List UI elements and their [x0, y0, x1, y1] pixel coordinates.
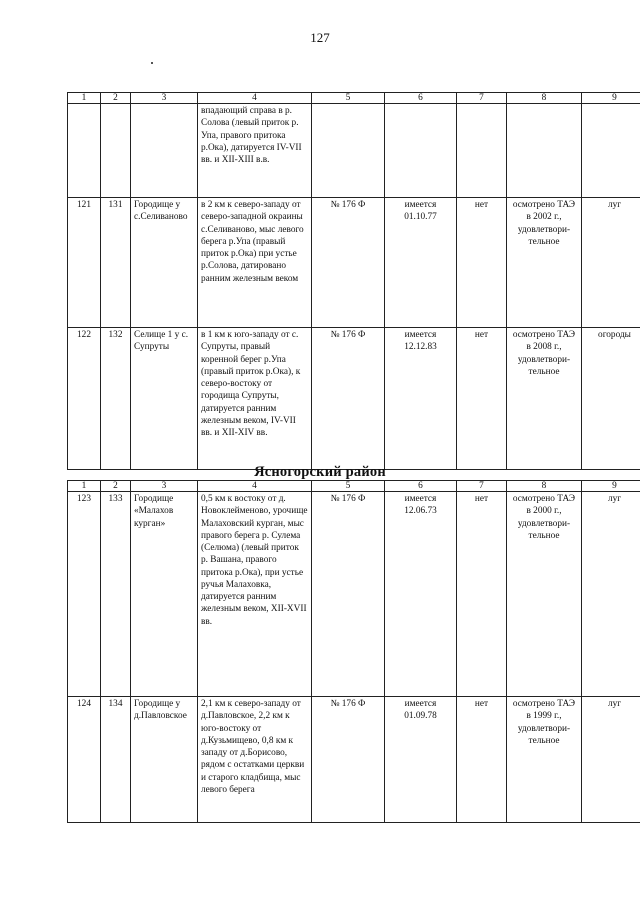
land-use: огороды	[582, 328, 640, 470]
column-number: 6	[385, 93, 457, 104]
table-row	[68, 328, 640, 470]
page-number: 127	[310, 30, 330, 45]
monument-name: Селище 1 у с. Супруты	[131, 328, 198, 470]
column-number: 5	[312, 481, 385, 492]
protection-status: нет	[457, 328, 507, 470]
column-number: 4	[198, 481, 312, 492]
inspection-note: осмотрено ТАЭ в 2000 г., удовлетвори-тельное	[507, 492, 582, 697]
passport-date: имеется 01.10.77	[385, 198, 457, 328]
column-number: 2	[101, 93, 131, 104]
monuments-table	[67, 92, 640, 470]
monument-location: в 1 км к юго-западу от с. Супруты, правый коренной берег р.Упа (правый приток р.Ока), к северо-востоку от городища Супруты, датируется ранним железным веком, IV-VII вв. и XII-XIV вв.	[198, 328, 312, 470]
monument-name	[131, 104, 198, 198]
monument-name: Городище у д.Павловское	[131, 697, 198, 823]
land-use: луг	[582, 198, 640, 328]
column-number: 1	[68, 481, 101, 492]
column-number: 8	[507, 93, 582, 104]
protection-status	[457, 104, 507, 198]
scan-speck	[151, 62, 153, 64]
column-number: 3	[131, 93, 198, 104]
column-number: 7	[457, 481, 507, 492]
column-number-row	[68, 93, 640, 104]
monument-location: 0,5 км к востоку от д. Новоклейменово, урочище Малаховский курган, мыс правого берега р. Сулема (Селюма) (левый приток р. Вашана, правого притока р.Ока), при устье ручья Малаховка, датируется ранним железным веком, XII-XVII вв.	[198, 492, 312, 697]
table-row	[68, 198, 640, 328]
passport-date: имеется 01.09.78	[385, 697, 457, 823]
inspection-note: осмотрено ТАЭ в 2008 г., удовлетвори-тельное	[507, 328, 582, 470]
monument-name: Городище «Малахов курган»	[131, 492, 198, 697]
passport-date	[385, 104, 457, 198]
monument-location: в 2 км к северо-западу от северо-западной окраины с.Селиваново, мыс левого берега р.Упа (правый приток р.Ока) при устье р.Солова, датировано ранним железным веком	[198, 198, 312, 328]
column-number: 7	[457, 93, 507, 104]
row-number: 123	[68, 492, 101, 697]
passport-number: № 176 Ф	[312, 198, 385, 328]
land-use: луг	[582, 697, 640, 823]
protection-status: нет	[457, 697, 507, 823]
land-use	[582, 104, 640, 198]
registry-number: 133	[101, 492, 131, 697]
passport-number: № 176 Ф	[312, 697, 385, 823]
row-number: 121	[68, 198, 101, 328]
table-row	[68, 697, 640, 823]
table-row	[68, 104, 640, 198]
row-number: 122	[68, 328, 101, 470]
monuments-table	[67, 480, 640, 823]
row-number	[68, 104, 101, 198]
passport-number: № 176 Ф	[312, 492, 385, 697]
table-row	[68, 492, 640, 697]
row-number: 124	[68, 697, 101, 823]
inspection-note: осмотрено ТАЭ в 2002 г., удовлетвори-тельное	[507, 198, 582, 328]
column-number: 8	[507, 481, 582, 492]
column-number: 1	[68, 93, 101, 104]
column-number: 3	[131, 481, 198, 492]
column-number: 2	[101, 481, 131, 492]
registry-number: 131	[101, 198, 131, 328]
monument-name: Городище у с.Селиваново	[131, 198, 198, 328]
monument-location: впадающий справа в р. Солова (левый приток р. Упа, правого притока р.Ока), датируется IV-VII вв. и XII-XIII в.в.	[198, 104, 312, 198]
column-number: 9	[582, 93, 640, 104]
passport-number	[312, 104, 385, 198]
registry-number: 132	[101, 328, 131, 470]
protection-status: нет	[457, 492, 507, 697]
district-title: Ясногорский район	[254, 464, 386, 480]
column-number: 5	[312, 93, 385, 104]
registry-number	[101, 104, 131, 198]
land-use: луг	[582, 492, 640, 697]
registry-number: 134	[101, 697, 131, 823]
protection-status: нет	[457, 198, 507, 328]
column-number: 4	[198, 93, 312, 104]
inspection-note	[507, 104, 582, 198]
inspection-note: осмотрено ТАЭ в 1999 г., удовлетвори-тельное	[507, 697, 582, 823]
column-number: 9	[582, 481, 640, 492]
passport-date: имеется 12.06.73	[385, 492, 457, 697]
column-number: 6	[385, 481, 457, 492]
passport-date: имеется 12.12.83	[385, 328, 457, 470]
passport-number: № 176 Ф	[312, 328, 385, 470]
monument-location: 2,1 км к северо-западу от д.Павловское, 2,2 км к юго-востоку от д.Кузьмищево, 0,8 км к западу от д.Борисово, рядом с остатками церкви и старого кладбища, мыс левого берега	[198, 697, 312, 823]
column-number-row	[68, 481, 640, 492]
